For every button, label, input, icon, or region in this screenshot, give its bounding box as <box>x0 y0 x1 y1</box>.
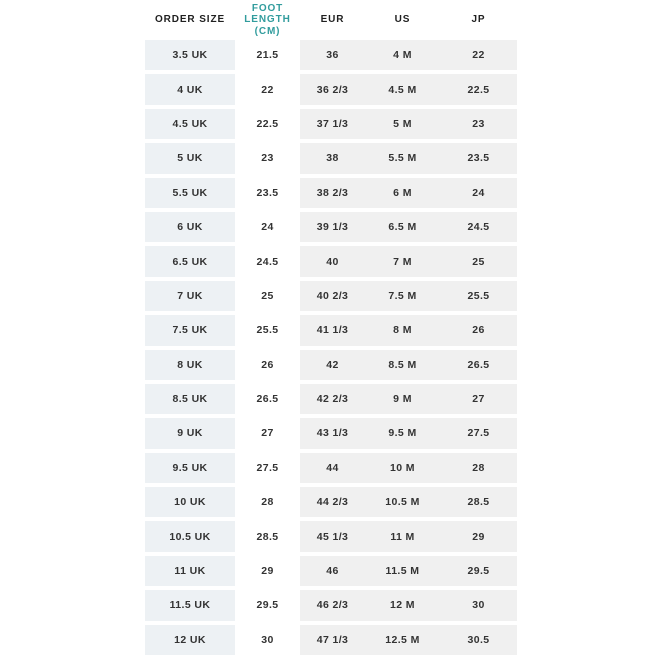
cell-us: 6 M <box>365 178 440 208</box>
cell-us: 11 M <box>365 521 440 551</box>
cell-foot-length-cm: 28.5 <box>235 521 300 551</box>
column-header-order-size <box>145 0 235 40</box>
cell-foot-length-cm: 26 <box>235 350 300 380</box>
cell-foot-length-cm: 29 <box>235 556 300 586</box>
cell-eur: 42 2/3 <box>300 384 365 414</box>
cell-order-size: 5.5 UK <box>145 178 235 208</box>
cell-order-size: 8.5 UK <box>145 384 235 414</box>
table-row <box>145 74 517 104</box>
cell-eur: 39 1/3 <box>300 212 365 242</box>
cell-order-size: 9.5 UK <box>145 453 235 483</box>
cell-foot-length-cm: 22.5 <box>235 109 300 139</box>
cell-us: 9.5 M <box>365 418 440 448</box>
cell-us: 4.5 M <box>365 74 440 104</box>
column-header-us <box>365 0 440 40</box>
table-row <box>145 40 517 70</box>
cell-foot-length-cm: 25 <box>235 281 300 311</box>
cell-order-size: 6.5 UK <box>145 246 235 276</box>
table-header-row <box>145 0 517 40</box>
cell-order-size: 8 UK <box>145 350 235 380</box>
cell-foot-length-cm: 30 <box>235 625 300 655</box>
table-body <box>145 40 517 655</box>
cell-jp: 29.5 <box>440 556 517 586</box>
cell-jp: 25.5 <box>440 281 517 311</box>
cell-order-size: 3.5 UK <box>145 40 235 70</box>
cell-jp: 30.5 <box>440 625 517 655</box>
cell-order-size: 10.5 UK <box>145 521 235 551</box>
table-row <box>145 453 517 483</box>
cell-eur: 45 1/3 <box>300 521 365 551</box>
column-header-label: JP <box>471 14 486 26</box>
cell-foot-length-cm: 27 <box>235 418 300 448</box>
cell-foot-length-cm: 29.5 <box>235 590 300 620</box>
cell-eur: 38 2/3 <box>300 178 365 208</box>
column-header-foot-length <box>235 0 300 40</box>
cell-us: 12.5 M <box>365 625 440 655</box>
column-header-eur <box>300 0 365 40</box>
cell-order-size: 6 UK <box>145 212 235 242</box>
table-row <box>145 178 517 208</box>
table-row <box>145 281 517 311</box>
column-header-sublabel: (CM) <box>254 25 281 37</box>
cell-jp: 26 <box>440 315 517 345</box>
cell-eur: 46 2/3 <box>300 590 365 620</box>
table-row <box>145 246 517 276</box>
cell-foot-length-cm: 24 <box>235 212 300 242</box>
table-row <box>145 109 517 139</box>
cell-jp: 28 <box>440 453 517 483</box>
table-row <box>145 384 517 414</box>
cell-foot-length-cm: 22 <box>235 74 300 104</box>
cell-eur: 44 <box>300 453 365 483</box>
cell-jp: 27.5 <box>440 418 517 448</box>
cell-eur: 43 1/3 <box>300 418 365 448</box>
cell-us: 12 M <box>365 590 440 620</box>
table-row <box>145 350 517 380</box>
table-row <box>145 143 517 173</box>
cell-eur: 40 2/3 <box>300 281 365 311</box>
table-row <box>145 556 517 586</box>
cell-us: 5 M <box>365 109 440 139</box>
cell-jp: 27 <box>440 384 517 414</box>
cell-order-size: 7.5 UK <box>145 315 235 345</box>
column-header-label: ORDER SIZE <box>154 14 226 26</box>
table-row <box>145 212 517 242</box>
cell-order-size: 9 UK <box>145 418 235 448</box>
cell-foot-length-cm: 25.5 <box>235 315 300 345</box>
cell-eur: 41 1/3 <box>300 315 365 345</box>
cell-order-size: 12 UK <box>145 625 235 655</box>
cell-order-size: 10 UK <box>145 487 235 517</box>
cell-order-size: 4 UK <box>145 74 235 104</box>
cell-order-size: 4.5 UK <box>145 109 235 139</box>
cell-jp: 25 <box>440 246 517 276</box>
table-row <box>145 590 517 620</box>
cell-us: 5.5 M <box>365 143 440 173</box>
cell-jp: 22.5 <box>440 74 517 104</box>
cell-foot-length-cm: 23 <box>235 143 300 173</box>
table-row <box>145 418 517 448</box>
column-header-jp <box>440 0 517 40</box>
cell-eur: 47 1/3 <box>300 625 365 655</box>
cell-eur: 40 <box>300 246 365 276</box>
cell-jp: 22 <box>440 40 517 70</box>
cell-jp: 24 <box>440 178 517 208</box>
cell-us: 10 M <box>365 453 440 483</box>
cell-jp: 24.5 <box>440 212 517 242</box>
cell-jp: 29 <box>440 521 517 551</box>
cell-jp: 23 <box>440 109 517 139</box>
cell-eur: 37 1/3 <box>300 109 365 139</box>
cell-eur: 38 <box>300 143 365 173</box>
cell-order-size: 5 UK <box>145 143 235 173</box>
cell-foot-length-cm: 26.5 <box>235 384 300 414</box>
cell-eur: 36 2/3 <box>300 74 365 104</box>
cell-us: 6.5 M <box>365 212 440 242</box>
cell-us: 7.5 M <box>365 281 440 311</box>
cell-us: 8 M <box>365 315 440 345</box>
cell-order-size: 11.5 UK <box>145 590 235 620</box>
cell-us: 10.5 M <box>365 487 440 517</box>
cell-eur: 36 <box>300 40 365 70</box>
cell-us: 11.5 M <box>365 556 440 586</box>
column-header-label: FOOT LENGTH <box>244 2 291 26</box>
cell-foot-length-cm: 23.5 <box>235 178 300 208</box>
cell-jp: 23.5 <box>440 143 517 173</box>
cell-order-size: 7 UK <box>145 281 235 311</box>
cell-eur: 44 2/3 <box>300 487 365 517</box>
size-conversion-table <box>145 0 517 659</box>
cell-jp: 26.5 <box>440 350 517 380</box>
column-header-label: US <box>394 14 411 26</box>
table-row <box>145 315 517 345</box>
cell-order-size: 11 UK <box>145 556 235 586</box>
column-header-label: EUR <box>320 14 345 26</box>
cell-us: 7 M <box>365 246 440 276</box>
cell-eur: 46 <box>300 556 365 586</box>
cell-us: 9 M <box>365 384 440 414</box>
cell-us: 8.5 M <box>365 350 440 380</box>
table-row <box>145 625 517 655</box>
cell-foot-length-cm: 27.5 <box>235 453 300 483</box>
table-row <box>145 521 517 551</box>
table-row <box>145 487 517 517</box>
cell-eur: 42 <box>300 350 365 380</box>
cell-us: 4 M <box>365 40 440 70</box>
cell-foot-length-cm: 28 <box>235 487 300 517</box>
cell-jp: 30 <box>440 590 517 620</box>
cell-foot-length-cm: 21.5 <box>235 40 300 70</box>
cell-jp: 28.5 <box>440 487 517 517</box>
cell-foot-length-cm: 24.5 <box>235 246 300 276</box>
